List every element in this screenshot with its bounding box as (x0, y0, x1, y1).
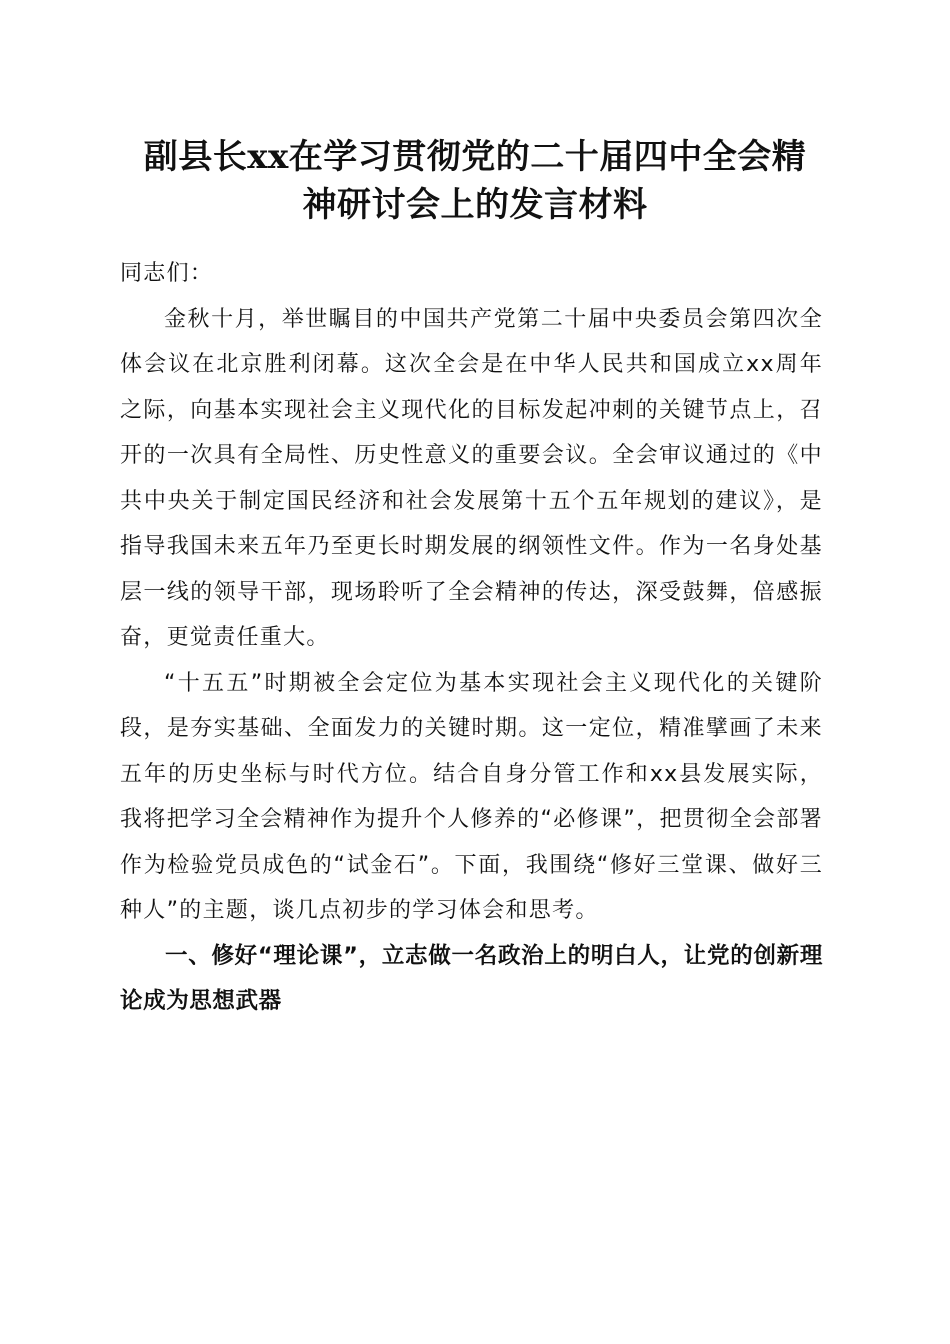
document-body (120, 251, 823, 1025)
document-title (120, 133, 830, 229)
paragraph-theme: “十五五”时期被全会定位为基本实现社会主义现代化的关键阶段，是夯实基础、全面发力的关键时期。这一定位，精准擘画了未来五年的历史坐标与时代方位。结合自身分管工作和xx县发展实际，我将把学习全会精神作为提升个人修养的“必修课”，把贯彻全会部署作为检验党员成色的“试金石”。下面，我围绕“修好三堂课、做好三种人”的主题，谈几点初步的学习体会和思考。 (120, 670, 823, 923)
section-heading-1: 一、修好“理论课”，立志做一名政治上的明白人，让党的创新理论成为思想武器 (120, 942, 823, 1014)
paragraph-opening: 金秋十月，举世瞩目的中国共产党第二十届中央委员会第四次全体会议在北京胜利闭幕。这次全会是在中华人民共和国成立xx周年之际，向基本实现社会主义现代化的目标发起冲刺的关键节点上，召开的一次具有全局性、历史性意义的重要会议。全会审议通过的《中共中央关于制定国民经济和社会发展第十五个五年规划的建议》，是指导我国未来五年乃至更长时期发展的纲领性文件。作为一名身处基层一线的领导干部，现场聆听了全会精神的传达，深受鼓舞，倍感振奋，更觉责任重大。 (120, 306, 823, 650)
salutation: 同志们： (120, 261, 214, 286)
title-line-1: 副县长xx在学习贯彻党的二十届四中全会精 (143, 137, 807, 177)
title-line-2: 神研讨会上的发言材料 (302, 185, 648, 225)
